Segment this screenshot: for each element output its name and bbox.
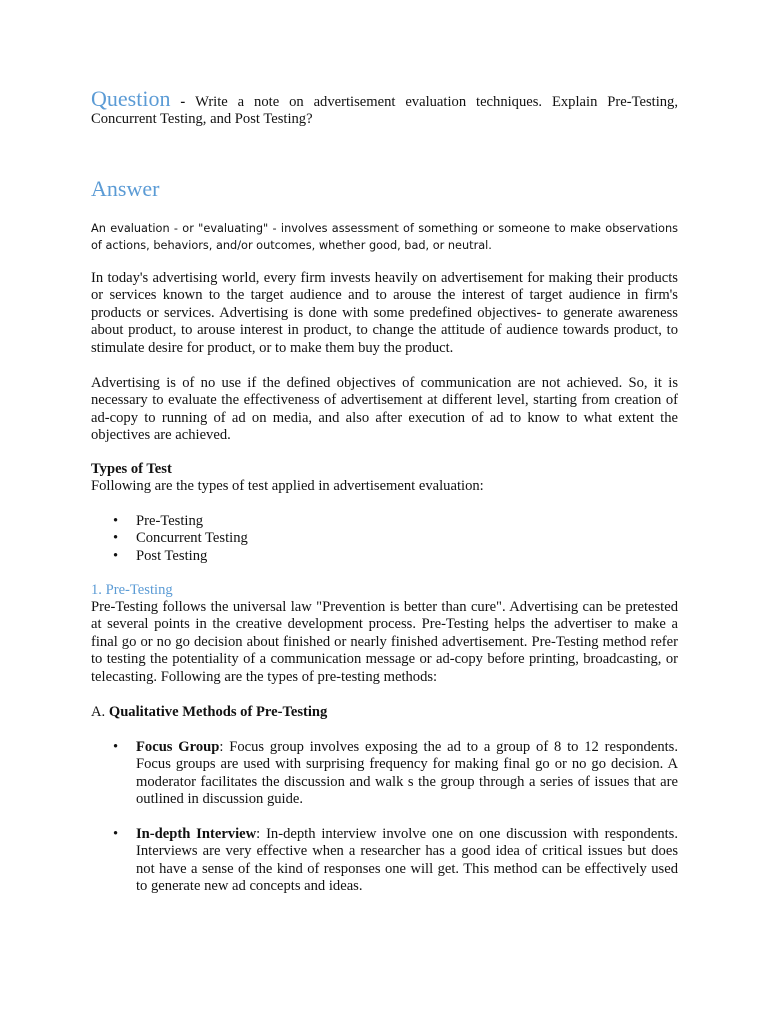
- test-types-list: [91, 513, 248, 565]
- method-description: : In-depth interview involve one on one discussion with respondents. Interviews are very effective when a researcher has a good idea of critical issues but does not have a sense of the kind of responses one will get. This method can be effectively used to generate new ad concepts and ideas.: [136, 826, 678, 895]
- question-heading: Question: [91, 86, 171, 111]
- method-term: Focus Group: [136, 739, 220, 755]
- answer-heading: Answer: [91, 176, 160, 201]
- types-of-test-section: [91, 461, 678, 496]
- list-item-label: Pre-Testing: [136, 513, 204, 529]
- list-item-label: Concurrent Testing: [136, 530, 248, 547]
- method-description: : Focus group involves exposing the ad to a group of 8 to 12 respondents. Focus groups are used with surprising frequency for making final go or no go decision. A moderator facilitates the discussion and walk s the group through a series of issues that are outlined in discussion guide.: [136, 739, 678, 808]
- method-term: In-depth Interview: [136, 826, 257, 842]
- question-separator: -: [170, 94, 196, 110]
- question-paragraph: [91, 86, 678, 129]
- question-text: Write a note on advertisement evaluation techniques. Explain Pre-Testing, Concurrent Testing, and Post Testing?: [91, 94, 678, 128]
- pretesting-paragraph: Pre-Testing follows the universal law "Prevention is better than cure". Advertising can be pretested at several points in the creative development process. Pre-Testing helps the advertiser to make a final go or no go decision about finished or nearly finished advertisement. Pre-Testing method refer to testing the potentiality of a communication message or ad-copy before printing, broadcasting, or telecasting. Following are the types of pre-testing methods:: [91, 599, 678, 685]
- qualitative-methods-heading: [91, 704, 327, 721]
- focus-group-list: [91, 739, 678, 809]
- qualitative-title: Qualitative Methods of Pre-Testing: [108, 704, 328, 720]
- in-depth-interview-list: [91, 826, 678, 896]
- objectives-paragraph: Advertising is of no use if the defined objectives of communication are not achieved. So, it is necessary to evaluate the effectiveness of advertisement at different level, starting from creation of ad-copy to running of ad on media, and also after execution of ad to know to what extent the objectives are achieved.: [91, 375, 678, 444]
- bullet-icon: •: [113, 530, 119, 547]
- bullet-icon: •: [113, 826, 119, 842]
- list-item: [91, 513, 248, 530]
- pretesting-heading: 1. Pre-Testing: [91, 582, 173, 598]
- intro-paragraph: In today's advertising world, every firm invests heavily on advertisement for making their products or services known to the target audience and to arouse the interest of target audience in firm's products or services. Advertising is done with some predefined objectives- to generate awareness about product, to arouse interest in product, to change the attitude of audience towards product, to stimulate desire for product, or to make them buy the product.: [91, 270, 678, 356]
- types-of-test-intro: Following are the types of test applied in advertisement evaluation:: [91, 478, 484, 495]
- bullet-icon: •: [113, 739, 119, 755]
- list-item: [91, 548, 248, 565]
- list-item: [91, 530, 248, 547]
- list-item-label: Post Testing: [136, 547, 208, 564]
- evaluation-definition: An evaluation - or "evaluating" - involves assessment of something or someone to make observations of actions, behaviors, and/or outcomes, whether good, bad, or neutral.: [91, 222, 678, 252]
- bullet-icon: •: [113, 547, 119, 564]
- list-item: [91, 826, 678, 896]
- list-item: [91, 739, 678, 809]
- qualitative-prefix: A.: [91, 704, 109, 720]
- types-of-test-title: Types of Test: [91, 461, 172, 477]
- bullet-icon: •: [113, 513, 119, 529]
